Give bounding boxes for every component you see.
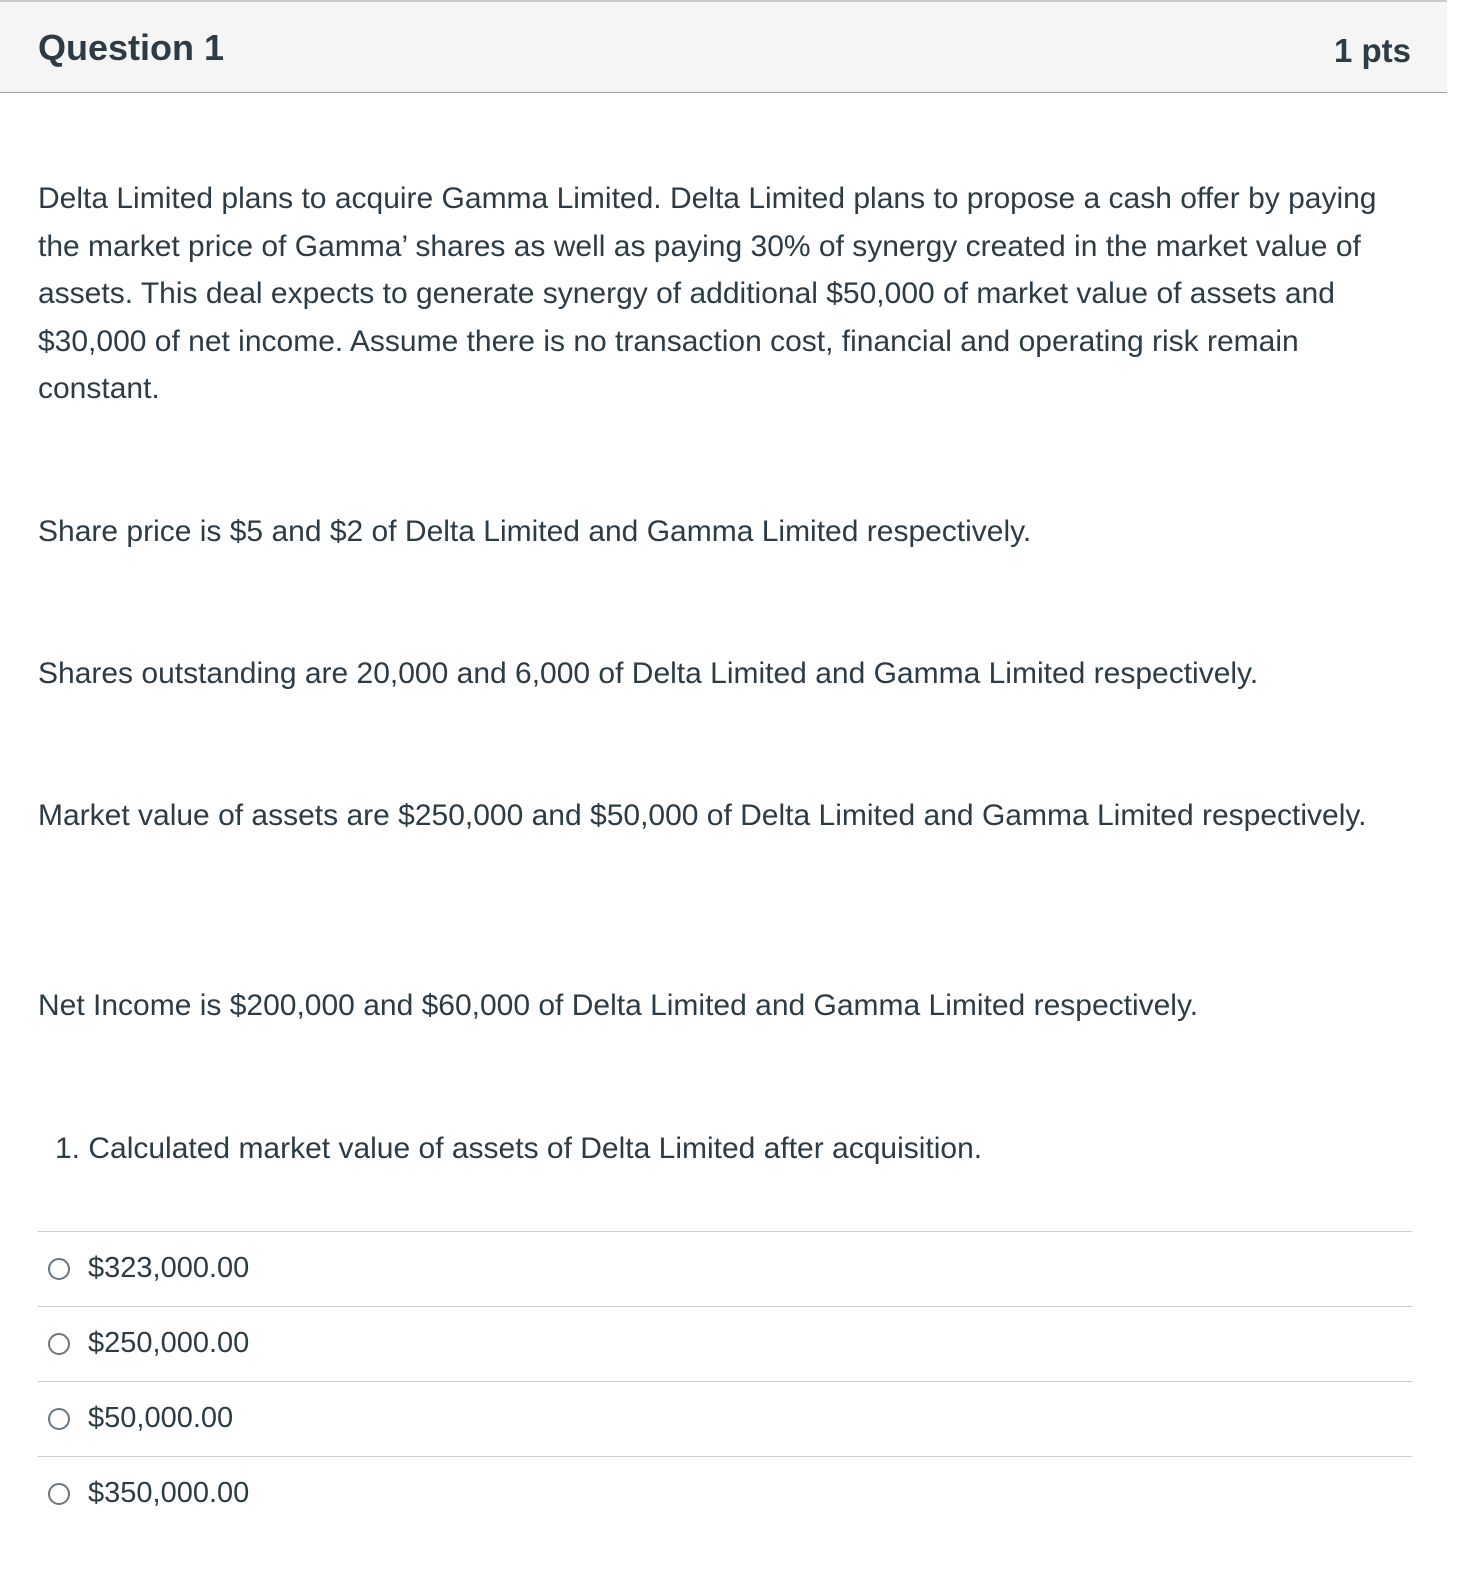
radio-button[interactable] (48, 1333, 70, 1355)
question-paragraph-scenario: Delta Limited plans to acquire Gamma Limited. Delta Limited plans to propose a cash offer by paying the market price of Gamma’ shares as well as paying 30% of synergy created in the market value of assets. This deal expects to generate synergy of additional $50,000 of market value of assets and $30,000 of net income. Assume there is no transaction cost, financial and operating risk remain constant. (38, 182, 1377, 405)
question-paragraph-shares-outstanding: Shares outstanding are 20,000 and 6,000 of Delta Limited and Gamma Limited respectively. (38, 657, 1259, 690)
answer-label[interactable]: $350,000.00 (88, 1477, 250, 1509)
answer-option[interactable] (38, 1382, 1412, 1457)
answer-option[interactable] (38, 1232, 1412, 1307)
question-paragraph-share-price: Share price is $5 and $2 of Delta Limited and Gamma Limited respectively. (38, 515, 1032, 548)
question-paragraph-net-income: Net Income is $200,000 and $60,000 of Delta Limited and Gamma Limited respectively. (38, 989, 1199, 1022)
radio-button[interactable] (48, 1483, 70, 1505)
answer-option[interactable] (38, 1307, 1412, 1382)
answer-label[interactable]: $50,000.00 (88, 1402, 234, 1434)
answer-label[interactable]: $323,000.00 (88, 1252, 250, 1284)
answer-label[interactable]: $250,000.00 (88, 1327, 250, 1359)
radio-button[interactable] (48, 1408, 70, 1430)
question-points: 1 pts (1333, 32, 1411, 69)
question-paragraph-market-value: Market value of assets are $250,000 and $50,000 of Delta Limited and Gamma Limited respectively. (38, 799, 1367, 832)
question-title: Question 1 (38, 27, 225, 68)
answer-list (38, 1231, 1412, 1531)
radio-button[interactable] (48, 1258, 70, 1280)
question-prompt: 1. Calculated market value of assets of Delta Limited after acquisition. (55, 1132, 983, 1165)
answer-option[interactable] (38, 1457, 1412, 1531)
question-header (0, 0, 1447, 93)
